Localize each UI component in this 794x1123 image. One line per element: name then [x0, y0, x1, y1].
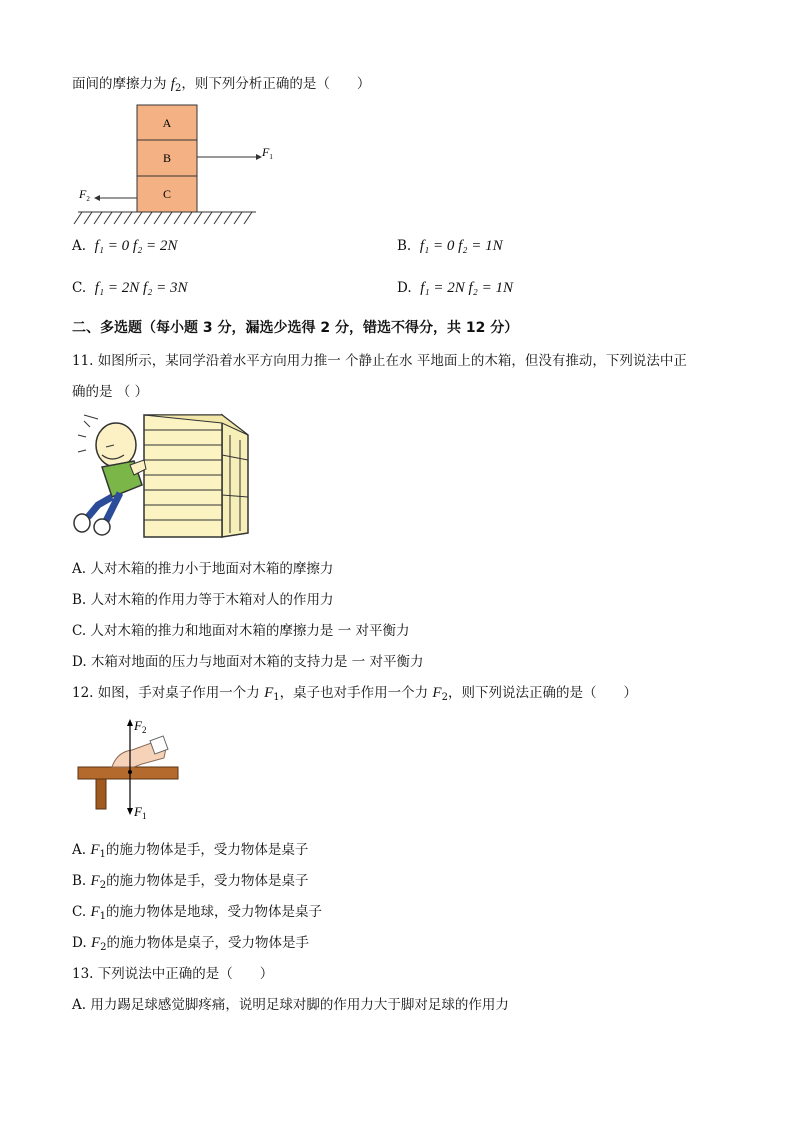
q10-option-a[interactable]: A. f₁ = 0 f₂ = 2N: [72, 238, 178, 254]
q12-option-d[interactable]: D. $F_2$的施力物体是桌子，受力物体是手: [72, 935, 309, 953]
f1-label: $F_1$: [134, 804, 147, 821]
q10-intro: 面间的摩擦力为 $f_2$，则下列分析正确的是（ ）: [72, 76, 371, 94]
block-b-label: B: [162, 151, 172, 165]
person-head: [96, 423, 136, 467]
q11-option-c[interactable]: C. 人对木箱的推力和地面对木箱的摩擦力是 一 对平衡力: [72, 623, 410, 639]
block-c-label: C: [162, 187, 172, 201]
q13-option-a[interactable]: A. 用力踢足球感觉脚疼痛，说明足球对脚的作用力大于脚对足球的作用力: [72, 997, 509, 1013]
q12-option-b[interactable]: B. $F_2$的施力物体是手，受力物体是桌子: [72, 873, 309, 891]
table-top: [78, 767, 178, 779]
q10-option-d[interactable]: D. f₁ = 2N f₂ = 1N: [397, 280, 514, 296]
q11-option-b[interactable]: B. 人对木箱的作用力等于木箱对人的作用力: [72, 592, 334, 608]
q11-option-d[interactable]: D. 木箱对地面的压力与地面对木箱的支持力是 一 对平衡力: [72, 654, 424, 670]
q11-stem-line2: 确的是 （ ）: [72, 384, 149, 400]
q10-intro-var: f: [170, 76, 175, 92]
force1-label: $F_1$: [262, 145, 273, 161]
table-leg: [96, 779, 106, 809]
q10-block-figure: [70, 100, 300, 230]
block-a-label: A: [162, 116, 172, 130]
q11-option-a[interactable]: A. 人对木箱的推力小于地面对木箱的摩擦力: [72, 561, 334, 577]
q11-crate-figure: [72, 405, 257, 540]
q12-option-a[interactable]: A. $F_1$的施力物体是手，受力物体是桌子: [72, 842, 309, 860]
q12-hand-table-figure: [72, 712, 182, 822]
force2-label: $F_2$: [79, 187, 90, 203]
q12-option-c[interactable]: C. $F_1$的施力物体是地球，受力物体是桌子: [72, 904, 322, 922]
q10-option-c[interactable]: C. f₁ = 2N f₂ = 3N: [72, 280, 188, 296]
q12-stem: 12. 如图，手对桌子作用一个力 $F_1$，桌子也对手作用一个力 $F_2$，则下列说法正确的是（ ）: [72, 685, 637, 703]
q11-stem-line1: 11. 如图所示，某同学沿着水平方向用力推一 个静止在水 平地面上的木箱，但没有推动，下列说法中正: [72, 353, 687, 369]
f2-label: $F_2$: [134, 718, 147, 735]
section-heading: 二、多选题（每小题 3 分，漏选少选得 2 分，错选不得分，共 12 分）: [72, 320, 519, 336]
q10-option-b[interactable]: B. f₁ = 0 f₂ = 1N: [397, 238, 503, 254]
q13-stem: 13. 下列说法中正确的是（ ）: [72, 966, 274, 982]
crate: [144, 415, 222, 537]
